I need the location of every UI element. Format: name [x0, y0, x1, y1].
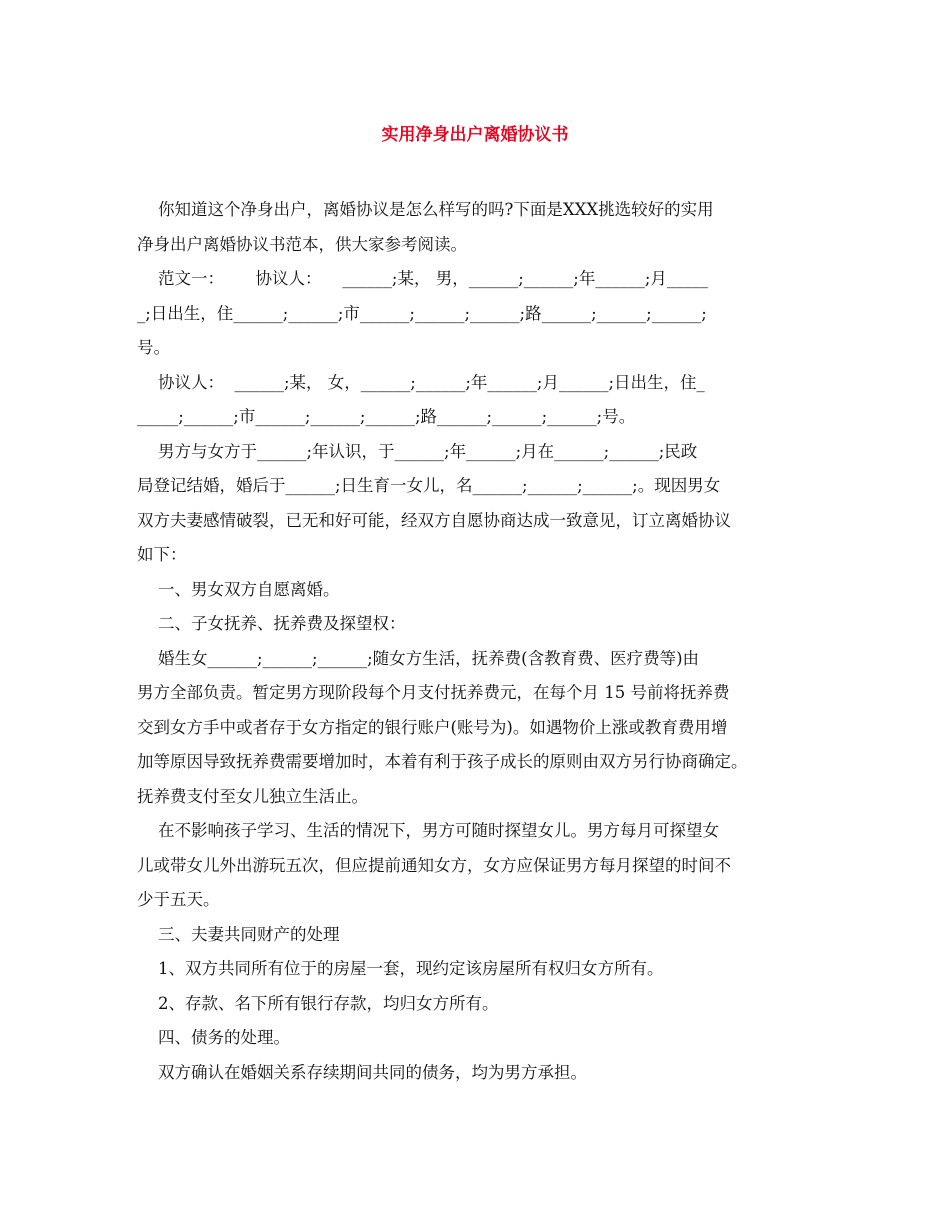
paragraph-line: 1、双方共同所有位于的房屋一套，现约定该房屋所有权归女方所有。: [137, 959, 664, 978]
paragraph-line: 范文一： 协议人： ______;某， 男，______;______;年______;月_____: [137, 269, 709, 288]
paragraph-line: 如下：: [137, 545, 187, 564]
paragraph-line: 双方确认在婚姻关系存续期间共同的债务，均为男方承担。: [137, 1062, 587, 1082]
section-heading: 四、债务的处理。: [137, 1028, 290, 1047]
paragraph-line: 净身出户离婚协议书范本，供大家参考阅读。: [137, 234, 467, 254]
paragraph-line: 2、存款、名下所有银行存款，均归女方所有。: [137, 993, 499, 1013]
paragraph-line: 抚养费支付至女儿独立生活止。: [137, 786, 368, 806]
paragraph-line: 在不影响孩子学习、生活的情况下，男方可随时探望女儿。男方每月可探望女: [137, 821, 719, 840]
section-heading: 一、男女双方自愿离婚。: [137, 579, 340, 599]
paragraph-line: 双方夫妻感情破裂，已无和好可能，经双方自愿协商达成一致意见，订立离婚协议: [137, 510, 731, 530]
paragraph-line: 少于五天。: [137, 890, 220, 909]
paragraph-line: 局登记结婚，婚后于______;日生育一女儿，名______;______;______;。现因男女: [137, 476, 721, 495]
document-title: 实用净身出户离婚协议书: [381, 125, 569, 145]
document-body: [137, 193, 816, 1090]
paragraph-line: _____;______;市______;______;______;路______;______;______;号。: [137, 407, 636, 426]
paragraph-line: 协议人： ______;某， 女，______;______;年______;月______;日出生，住_: [137, 372, 705, 392]
paragraph-line: 加等原因导致抚养费需要增加时，本着有利于孩子成长的原则由双方另行协商确定。: [137, 752, 748, 771]
paragraph-line: _;日出生，住______;______;市______;______;______;路______;______;______;: [137, 303, 707, 323]
section-heading: 二、子女抚养、抚养费及探望权：: [137, 614, 406, 633]
paragraph-line: 儿或带女儿外出游玩五次，但应提前通知女方，女方应保证男方每月探望的时间不: [137, 855, 731, 875]
paragraph-line: 号。: [137, 338, 170, 357]
paragraph-line: 男方全部负责。暂定男方现阶段每个月支付抚养费元，在每个月 15 号前将抚养费: [137, 683, 730, 702]
paragraph-line: 男方与女方于______;年认识，于______;年______;月在______;______;民政: [137, 441, 698, 461]
paragraph-line: 你知道这个净身出户，离婚协议是怎么样写的吗?下面是XXX挑选较好的实用: [137, 200, 714, 219]
paragraph-line: 交到女方手中或者存于女方指定的银行账户(账号为)。如遇物价上涨或教育费用增: [137, 717, 728, 737]
section-heading: 三、夫妻共同财产的处理: [137, 924, 340, 944]
paragraph-line: 婚生女______;______;______;随女方生活，抚养费(含教育费、医疗费等)由: [137, 648, 700, 668]
